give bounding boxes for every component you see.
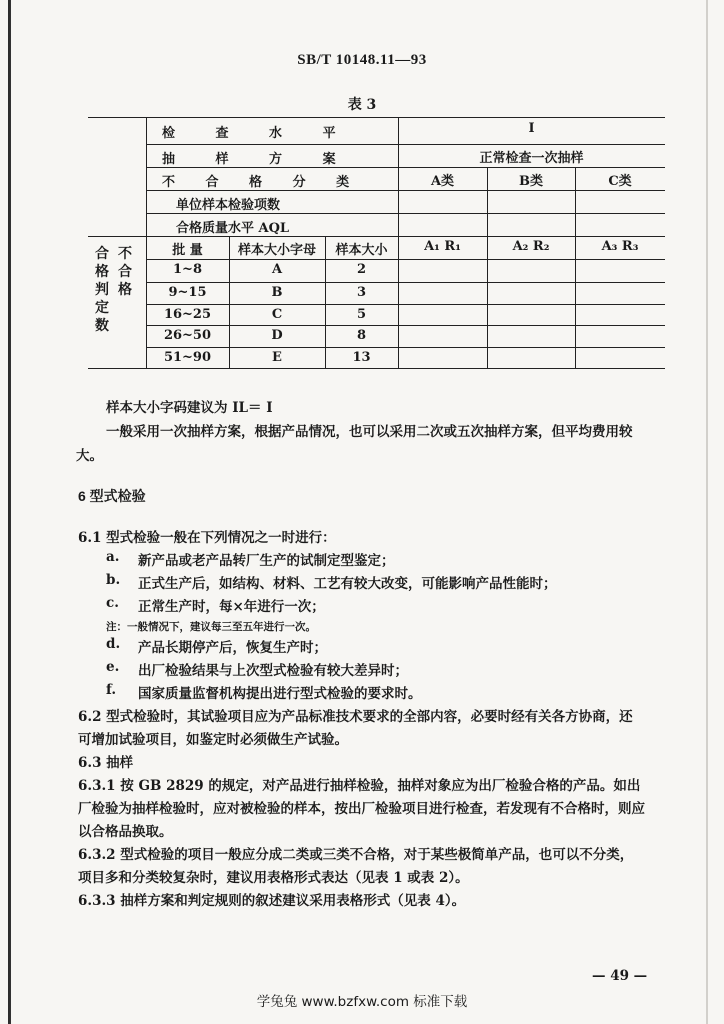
label-inspection-level: 检 查 水 平 xyxy=(162,126,354,141)
table-rule xyxy=(146,190,665,191)
label-nonconformity-class: 不 合 格 分 类 xyxy=(162,175,363,190)
table-rule xyxy=(88,117,665,118)
note-line: 注：一般情况下，建议每三至五年进行一次。 xyxy=(106,621,316,633)
item-text: 国家质量监督机构提出进行型式检验的要求时。 xyxy=(138,686,422,702)
table-rule xyxy=(146,167,665,168)
col-sample-letter: 样本大小字母 xyxy=(237,243,316,258)
table-rule xyxy=(487,167,488,369)
table-caption: 表 3 xyxy=(347,97,377,113)
item-text: 正式生产后，如结构、材料、工艺有较大改变，可能影响产品性能时； xyxy=(138,576,557,592)
ar-c: A₃ R₃ xyxy=(601,239,639,254)
table-rule xyxy=(88,236,665,237)
ar-b: A₂ R₂ xyxy=(512,239,550,254)
class-b: B类 xyxy=(519,174,543,189)
clause-6-1: 6.1 型式检验一般在下列情况之一时进行： xyxy=(78,530,336,546)
clause-6-3-1-line1: 6.3.1 按 GB 2829 的规定，对产品进行抽样检验，抽样对象应为出厂检验合格的产品。如出 xyxy=(78,778,641,794)
row-batch: 9~15 xyxy=(168,285,207,300)
row-batch: 1~8 xyxy=(173,262,202,277)
value-inspection-level: I xyxy=(528,121,535,136)
row-batch: 16~25 xyxy=(163,307,212,322)
row-letter: D xyxy=(271,328,283,343)
para-sampling-line1: 一般采用一次抽样方案，根据产品情况，也可以采用二次或五次抽样方案，但平均费用较 xyxy=(106,424,633,440)
row-letter: E xyxy=(272,350,282,365)
row-size: 8 xyxy=(356,328,367,343)
table-3 xyxy=(88,117,665,369)
item-text: 正常生产时，每×年进行一次； xyxy=(138,599,325,615)
table-rule xyxy=(146,259,665,260)
table-rule xyxy=(146,347,665,348)
item-text: 产品长期停产后，恢复生产时； xyxy=(138,640,327,656)
clause-6-3-2-line2: 项目多和分类较复杂时，建议用表格形式表达（见表 1 或表 2）。 xyxy=(78,870,469,886)
table-rule xyxy=(146,282,665,283)
item-label: c. xyxy=(106,595,119,611)
label-sampling-plan: 抽 样 方 案 xyxy=(162,152,354,167)
page-number: — 49 — xyxy=(592,968,648,984)
para-sampling-line2: 大。 xyxy=(76,448,103,464)
clause-6-2-line1: 6.2 型式检验时，其试验项目应为产品标准技术要求的全部内容，必要时经有关各方协商，还 xyxy=(78,709,633,725)
item-text: 新产品或老产品转厂生产的试制定型鉴定； xyxy=(138,553,395,569)
table-rule xyxy=(146,144,665,145)
table-rule xyxy=(146,304,665,305)
side-label-nonconform-text: 不 合 格 xyxy=(118,246,132,298)
section-6-heading: 6 型式检验 xyxy=(78,488,146,504)
table-rule xyxy=(575,167,576,369)
ar-a: A₁ R₁ xyxy=(424,239,461,254)
table-rule xyxy=(88,368,665,369)
footer-watermark: 学兔兔 www.bzfxw.com 标准下载 xyxy=(256,994,468,1010)
label-aql: 合格质量水平 AQL xyxy=(176,221,290,236)
item-label: e. xyxy=(106,659,120,675)
row-size: 5 xyxy=(356,307,367,322)
col-sample-size: 样本大小 xyxy=(335,243,388,258)
table-rule xyxy=(146,325,665,326)
row-size: 2 xyxy=(356,262,367,277)
clause-6-3-1-line2: 厂检验为抽样检验时，应对被检验的样本，按出厂检验项目进行检查，若发现有不合格时，则应 xyxy=(78,801,645,817)
table-rule xyxy=(146,213,665,214)
row-size: 13 xyxy=(352,350,371,365)
row-letter: C xyxy=(271,307,283,322)
clause-6-2-line2: 可增加试验项目，如鉴定时必须做生产试验。 xyxy=(78,732,348,748)
scan-edge xyxy=(0,0,22,1024)
side-label-acceptance-text: 合 格 判 定 数 xyxy=(95,246,109,334)
row-letter: B xyxy=(271,285,283,300)
col-batch: 批 量 xyxy=(172,243,203,258)
clause-6-3-3: 6.3.3 抽样方案和判定规则的叙述建议采用表格形式（见表 4）。 xyxy=(78,893,466,909)
item-label: f. xyxy=(106,682,117,698)
standard-header: SB/T 10148.11—93 xyxy=(297,52,427,68)
class-a: A类 xyxy=(430,174,455,189)
side-label-acceptance xyxy=(93,245,111,335)
label-unit-items: 单位样本检验项数 xyxy=(176,198,281,213)
clause-6-3-1-line3: 以合格品换取。 xyxy=(78,824,173,840)
clause-6-3-2-line1: 6.3.2 型式检验的项目一般应分成二类或三类不合格，对于某些极简单产品，也可以不分类， xyxy=(78,847,634,863)
row-size: 3 xyxy=(356,285,367,300)
clause-6-3: 6.3 抽样 xyxy=(78,755,134,771)
class-c: C类 xyxy=(608,174,632,189)
row-batch: 51~90 xyxy=(163,350,212,365)
item-label: a. xyxy=(106,549,120,565)
page-edge xyxy=(706,0,708,1024)
row-batch: 26~50 xyxy=(163,328,212,343)
item-label: d. xyxy=(106,636,121,652)
item-label: b. xyxy=(106,572,121,588)
side-label-nonconform xyxy=(116,245,134,299)
recommend-line: 样本大小字码建议为 IL＝ I xyxy=(106,400,273,416)
value-sampling-plan: 正常检查一次抽样 xyxy=(479,151,584,166)
item-text: 出厂检验结果与上次型式检验有较大差异时； xyxy=(138,663,408,679)
row-letter: A xyxy=(271,262,283,277)
